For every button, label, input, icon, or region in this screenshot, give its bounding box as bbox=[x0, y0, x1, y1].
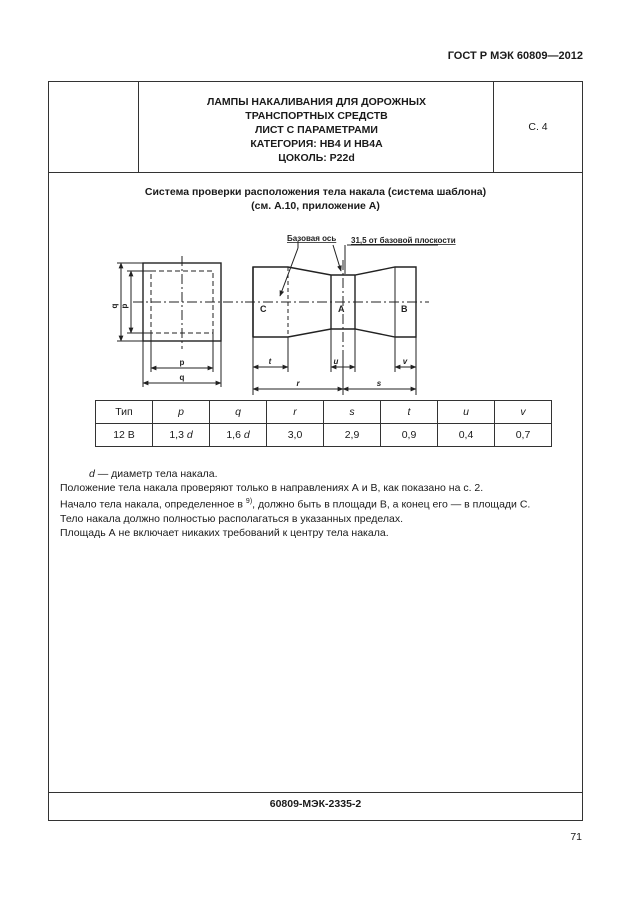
reference-axis-label: Базовая ось bbox=[287, 234, 337, 243]
table-cell-r: 3,0 bbox=[267, 424, 324, 447]
table-row bbox=[96, 424, 552, 447]
sheet-title-line: ЛИСТ С ПАРАМЕТРАМИ bbox=[255, 124, 378, 136]
template-system-diagram bbox=[110, 232, 513, 392]
label-u: u bbox=[333, 357, 339, 366]
table-header-row bbox=[96, 401, 552, 424]
sheet-code: 60809-МЭК-2335-2 bbox=[269, 798, 362, 810]
zone-c-label: C bbox=[260, 304, 267, 314]
note-line2: Положение тела накала проверяют только в направлениях А и В, как показано на с. 2. bbox=[60, 482, 484, 494]
distance-label: 31,5 от базовой плоскости bbox=[351, 236, 456, 245]
table-cell-v: 0,7 bbox=[495, 424, 552, 447]
sheet-title bbox=[139, 95, 494, 165]
note-line3: Начало тела накала, определенное в $^{9)}$, должно быть в площади В, а конец его — в площади С. bbox=[60, 498, 531, 511]
sheet-title-line: ЦОКОЛЬ: P22d bbox=[278, 152, 355, 164]
section-title-line2: (см. А.10, приложение А) bbox=[251, 200, 380, 212]
table-cell-p: 1,3 d bbox=[153, 424, 210, 447]
label-v: v bbox=[402, 357, 408, 366]
table-header-cell: v bbox=[495, 401, 552, 424]
footer-divider bbox=[49, 792, 582, 793]
label-p-horizontal: p bbox=[179, 358, 185, 367]
table-cell-u: 0,4 bbox=[438, 424, 495, 447]
dimensions-table bbox=[95, 400, 552, 447]
notes-block bbox=[60, 467, 580, 540]
table-cell-s: 2,9 bbox=[324, 424, 381, 447]
zone-b-label: B bbox=[401, 304, 408, 314]
note-line4: Тело накала должно полностью располагаться в указанных пределах. bbox=[60, 512, 403, 525]
table-cell-q: 1,6 d bbox=[210, 424, 267, 447]
table-header-cell: q bbox=[210, 401, 267, 424]
label-r: r bbox=[296, 379, 300, 388]
label-p-vertical: p bbox=[120, 303, 129, 309]
label-s: s bbox=[376, 379, 382, 388]
sheet-frame bbox=[48, 81, 583, 821]
note-d: d — диаметр тела накала. bbox=[89, 468, 218, 480]
page-number: 71 bbox=[570, 831, 582, 843]
note-line5: Площадь А не включает никаких требований к центру тела накала. bbox=[60, 526, 389, 539]
label-q-vertical: q bbox=[110, 303, 119, 309]
table-cell-t: 0,9 bbox=[381, 424, 438, 447]
label-t: t bbox=[268, 357, 272, 366]
sheet-title-line: ТРАНСПОРТНЫХ СРЕДСТВ bbox=[245, 110, 388, 122]
label-q-horizontal: q bbox=[179, 373, 185, 382]
section-title bbox=[49, 185, 582, 213]
table-header-cell: Тип bbox=[96, 401, 153, 424]
table-header-cell: s bbox=[324, 401, 381, 424]
header-divider bbox=[49, 172, 582, 173]
section-title-line1: Система проверки расположения тела накала (система шаблона) bbox=[144, 186, 487, 198]
table-header-cell: t bbox=[381, 401, 438, 424]
reference-axis-leader bbox=[280, 248, 298, 296]
table-header-cell: u bbox=[438, 401, 495, 424]
zone-a-label: A bbox=[338, 304, 345, 314]
table-cell-type: 12 В bbox=[96, 424, 153, 447]
table-header-cell: r bbox=[267, 401, 324, 424]
standard-id: ГОСТ Р МЭК 60809—2012 bbox=[447, 50, 583, 62]
table-header-cell: p bbox=[153, 401, 210, 424]
sheet-title-line: ЛАМПЫ НАКАЛИВАНИЯ ДЛЯ ДОРОЖНЫХ bbox=[206, 96, 427, 108]
sheet-title-line: КАТЕГОРИЯ: НВ4 И НВ4А bbox=[250, 138, 383, 150]
page-reference: С. 4 bbox=[528, 121, 548, 133]
